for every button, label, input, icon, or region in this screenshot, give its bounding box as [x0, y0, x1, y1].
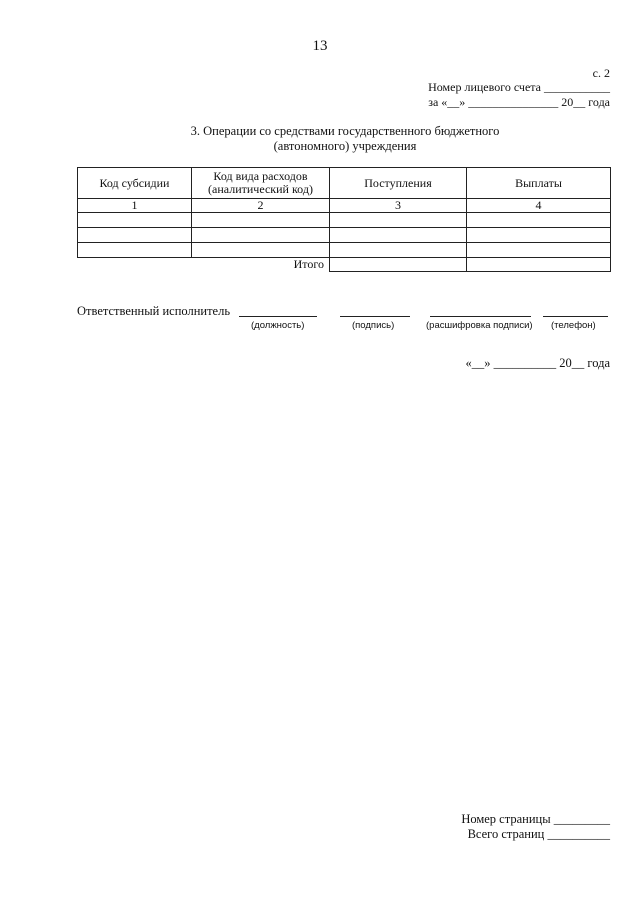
table-row [78, 228, 611, 243]
total-pages-line: Всего страниц __________ [467, 827, 610, 841]
table-cell[interactable] [330, 213, 467, 228]
position-line[interactable] [239, 316, 317, 317]
page-number: 13 [312, 38, 328, 54]
caption-phone: (телефон) [551, 320, 596, 331]
total-spacer [78, 258, 192, 272]
table-cell[interactable] [192, 213, 330, 228]
caption-signature-decoding: (расшифровка подписи) [426, 320, 533, 331]
table-row [78, 243, 611, 258]
period-line: за «__» _______________ 20__ года [428, 95, 610, 109]
header-expense-code: Код вида расходов (аналитический код) [192, 168, 330, 199]
table-cell[interactable] [192, 228, 330, 243]
operations-table [77, 167, 611, 272]
table-cell[interactable] [78, 243, 192, 258]
header-subsidy-code: Код субсидии [78, 168, 192, 199]
header-receipts: Поступления [330, 168, 467, 199]
page-number-line: Номер страницы _________ [461, 812, 610, 826]
signature-line[interactable] [340, 316, 410, 317]
table-cell[interactable] [78, 213, 192, 228]
table-cell[interactable] [467, 213, 611, 228]
table-header-row [78, 168, 611, 199]
total-receipts-cell[interactable] [330, 258, 467, 272]
table-cell[interactable] [467, 228, 611, 243]
total-label: Итого [192, 258, 330, 272]
column-number: 3 [330, 199, 467, 213]
responsible-executor-label: Ответственный исполнитель [77, 304, 231, 318]
table-cell[interactable] [78, 228, 192, 243]
section-title: 3. Операции со средствами государственного бюджетного [190, 124, 500, 138]
column-number-row [78, 199, 611, 213]
total-payments-cell[interactable] [467, 258, 611, 272]
sheet-label: с. 2 [592, 66, 610, 80]
date-line: «__» __________ 20__ года [465, 356, 610, 370]
column-number: 4 [467, 199, 611, 213]
caption-position: (должность) [251, 320, 305, 331]
table-cell[interactable] [330, 228, 467, 243]
phone-line[interactable] [543, 316, 608, 317]
column-number: 1 [78, 199, 192, 213]
table-cell[interactable] [192, 243, 330, 258]
table-row [78, 213, 611, 228]
total-row [78, 258, 611, 272]
table-cell[interactable] [330, 243, 467, 258]
table-cell[interactable] [467, 243, 611, 258]
column-number: 2 [192, 199, 330, 213]
caption-signature: (подпись) [352, 320, 395, 331]
section-subtitle: (автономного) учреждения [273, 139, 417, 153]
signature-decoding-line[interactable] [430, 316, 531, 317]
account-number-line: Номер лицевого счета ___________ [428, 80, 610, 94]
header-payments: Выплаты [467, 168, 611, 199]
